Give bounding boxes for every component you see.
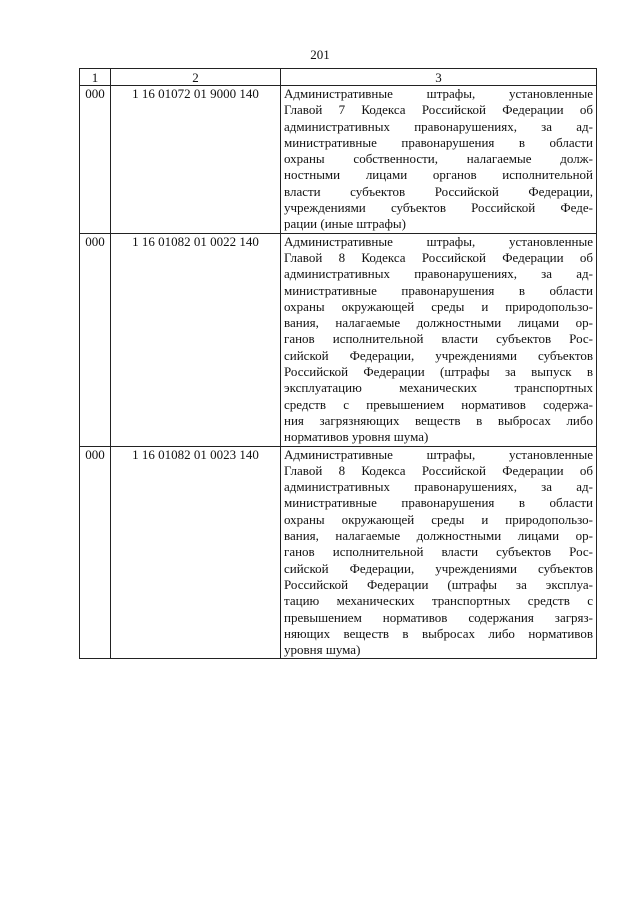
description-line: министративные правонарушения в области (284, 495, 593, 511)
description-line: вания, налагаемые должностными лицами ор- (284, 315, 593, 331)
table-row (80, 233, 597, 446)
description-line: Главой 8 Кодекса Российской Федерации об (284, 462, 593, 478)
description-line: эксплуатацию механических транспортных (284, 380, 593, 396)
description-line: сийской Федерации, учреждениями субъектов (284, 347, 593, 363)
description-line: ностными лицами органов исполнительной (284, 167, 593, 183)
description-line: ганов исполнительной власти субъектов Рос- (284, 331, 593, 347)
description-line: Главой 8 Кодекса Российской Федерации об (284, 249, 593, 265)
description-line: Административные штрафы, установленные (284, 233, 593, 249)
description-line: административных правонарушениях, за ад- (284, 118, 593, 134)
kbk-code-cell: 1 16 01082 01 0023 140 (111, 446, 281, 659)
description-line: Административные штрафы, установленные (284, 446, 593, 462)
table-row (80, 86, 597, 234)
header-col-2: 2 (111, 69, 281, 86)
header-col-1: 1 (80, 69, 111, 86)
table-header-row (80, 69, 597, 86)
description-line: тацию механических транспортных средств с (284, 593, 593, 609)
admin-code-cell: 000 (80, 446, 111, 659)
table-body (80, 86, 597, 659)
header-col-3: 3 (281, 69, 597, 86)
description-line: учреждениями субъектов Российской Феде- (284, 200, 593, 216)
description-line: административных правонарушениях, за ад- (284, 479, 593, 495)
description-line: Российской Федерации (штрафы за эксплуа- (284, 576, 593, 592)
description-line: превышением нормативов содержания загряз- (284, 609, 593, 625)
description-line: министративные правонарушения в области (284, 134, 593, 150)
description-line: административных правонарушениях, за ад- (284, 266, 593, 282)
description-line: Российской Федерации (штрафы за выпуск в (284, 364, 593, 380)
kbk-code-cell: 1 16 01082 01 0022 140 (111, 233, 281, 446)
description-line: вания, налагаемые должностными лицами ор- (284, 528, 593, 544)
table-row (80, 446, 597, 659)
description-line: Главой 7 Кодекса Российской Федерации об (284, 102, 593, 118)
description-line: рации (иные штрафы) (284, 216, 406, 232)
description-line: министративные правонарушения в области (284, 282, 593, 298)
admin-code-cell: 000 (80, 86, 111, 234)
description-line: ния загрязняющих веществ в выбросах либо (284, 412, 593, 428)
description-line: уровня шума) (284, 642, 361, 658)
description-line: охраны окружающей среды и природопользо- (284, 511, 593, 527)
admin-code-cell: 000 (80, 233, 111, 446)
description-cell (281, 446, 597, 659)
page-number: 201 (310, 47, 330, 62)
description-line: охраны окружающей среды и природопользо- (284, 298, 593, 314)
description-line: власти субъектов Российской Федерации, (284, 183, 593, 199)
description-cell (281, 86, 597, 234)
description-cell (281, 233, 597, 446)
description-line: няющих веществ в выбросах либо нормативов (284, 625, 593, 641)
description-line: нормативов уровня шума) (284, 429, 429, 445)
description-line: охраны собственности, налагаемые долж- (284, 151, 593, 167)
description-line: средств с превышением нормативов содержа- (284, 396, 593, 412)
description-line: Административные штрафы, установленные (284, 86, 593, 101)
description-line: ганов исполнительной власти субъектов Рос- (284, 544, 593, 560)
kbk-code-cell: 1 16 01072 01 9000 140 (111, 86, 281, 234)
classification-table (79, 68, 597, 659)
description-line: сийской Федерации, учреждениями субъектов (284, 560, 593, 576)
